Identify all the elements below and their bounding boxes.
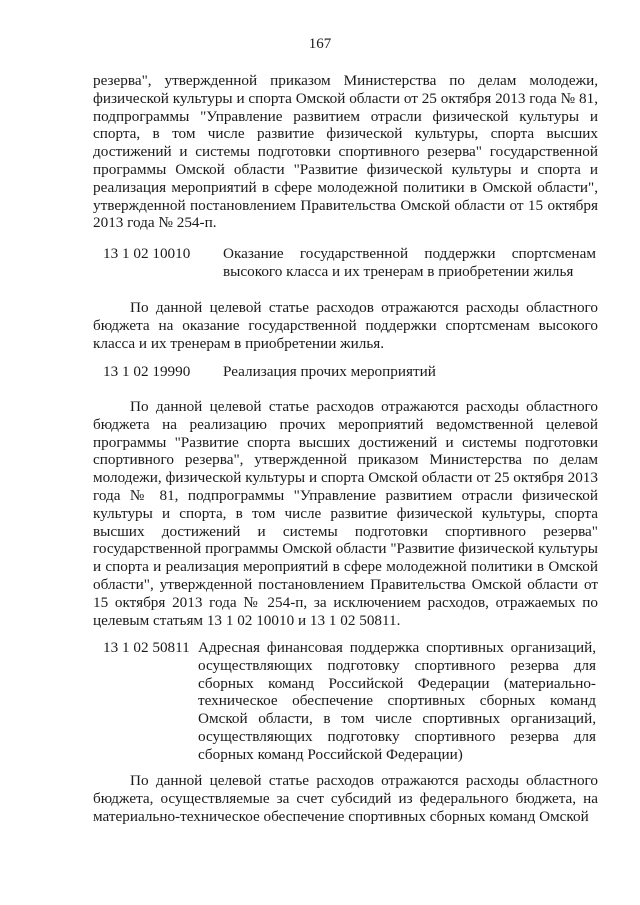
- entry-title-1: Оказание государственной поддержки спортсменам высокого класса и их тренерам в приобретении жилья: [223, 245, 596, 280]
- continuation-paragraph: резерва", утвержденной приказом Министерства по делам молодежи, физической культуры и спорта Омской области от 25 октября 2013 года № 81, подпрограммы "Управление развитием отрасли физической культуры и спорта, в том числе развитие физической культуры, спорта высших достижений и системы подготовки спортивного резерва" государственной программы Омской области "Развитие физической культуры и спорта и реализация мероприятий в сфере молодежной политики в Омской области", утвержденной постановлением Правительства Омской области от 15 октября 2013 года № 254-п.: [93, 72, 598, 232]
- entry-code-2: 13 1 02 19990: [103, 363, 191, 380]
- entry-title-3: Адресная финансовая поддержка спортивных организаций, осуществляющих подготовку спортивного резерва для сборных команд Российской Федерации (материально-техническое обеспечение спортивных сборных команд Омской области, в том числе спортивных организаций, осуществляющих подготовку спортивного резерва для сборных команд Российской Федерации): [198, 639, 596, 763]
- entry-description-3: По данной целевой статье расходов отражаются расходы областного бюджета, осуществляемые за счет субсидий из федерального бюджета, на материально-техническое обеспечение спортивных сборных команд Омской: [93, 772, 598, 825]
- entry-description-1: По данной целевой статье расходов отражаются расходы областного бюджета на оказание государственной поддержки спортсменам высокого класса и их тренерам в приобретении жилья.: [93, 299, 598, 352]
- entry-code-1: 13 1 02 10010: [103, 245, 191, 262]
- page-number: 167: [308, 36, 332, 52]
- entry-title-2: Реализация прочих мероприятий: [223, 363, 436, 380]
- entry-description-2: По данной целевой статье расходов отражаются расходы областного бюджета на реализацию прочих мероприятий ведомственной целевой программы "Развитие спорта высших достижений и системы подготовки спортивного резерва", утвержденной приказом Министерства по делам молодежи, физической культуры и спорта Омской области от 25 октября 2013 года № 81, подпрограммы "Управление развитием отрасли физической культуры и спорта, в том числе развитие физической культуры, спорта высших достижений и системы подготовки спортивного резерва" государственной программы Омской области "Развитие физической культуры и спорта и реализация мероприятий в сфере молодежной политики в Омской области", утвержденной постановлением Правительства Омской области от 15 октября 2013 года № 254-п, за исключением расходов, отражаемых по целевым статьям 13 1 02 10010 и 13 1 02 50811.: [93, 398, 598, 629]
- entry-code-3: 13 1 02 50811: [103, 639, 190, 656]
